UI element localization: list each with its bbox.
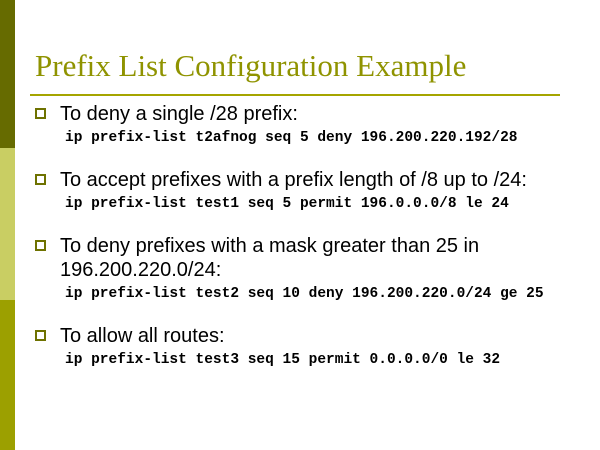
bullet-item: [0, 234, 600, 303]
square-bullet-icon: [35, 330, 46, 341]
bullet-code: ip prefix-list t2afnog seq 5 deny 196.200.220.192/28: [65, 130, 518, 146]
bullet-item: [0, 102, 600, 147]
bullet-code: ip prefix-list test2 seq 10 deny 196.200.220.0/24 ge 25: [65, 286, 544, 302]
bullet-text: To accept prefixes with a prefix length of /8 up to /24:: [60, 169, 527, 191]
title-underline: [30, 94, 560, 96]
bullet-code: ip prefix-list test1 seq 5 permit 196.0.0.0/8 le 24: [65, 196, 509, 212]
slide-title: Prefix List Configuration Example: [35, 48, 467, 83]
bullet-text: To allow all routes:: [60, 325, 225, 347]
bullet-item: [0, 168, 600, 213]
square-bullet-icon: [35, 108, 46, 119]
square-bullet-icon: [35, 240, 46, 251]
bullet-item: [0, 324, 600, 369]
square-bullet-icon: [35, 174, 46, 185]
bullet-list: [0, 102, 600, 390]
bullet-code: ip prefix-list test3 seq 15 permit 0.0.0.0/0 le 32: [65, 352, 501, 368]
bullet-text: To deny a single /28 prefix:: [60, 103, 298, 125]
bullet-text: To deny prefixes with a mask greater than 25 in 196.200.220.0/24:: [60, 235, 480, 281]
